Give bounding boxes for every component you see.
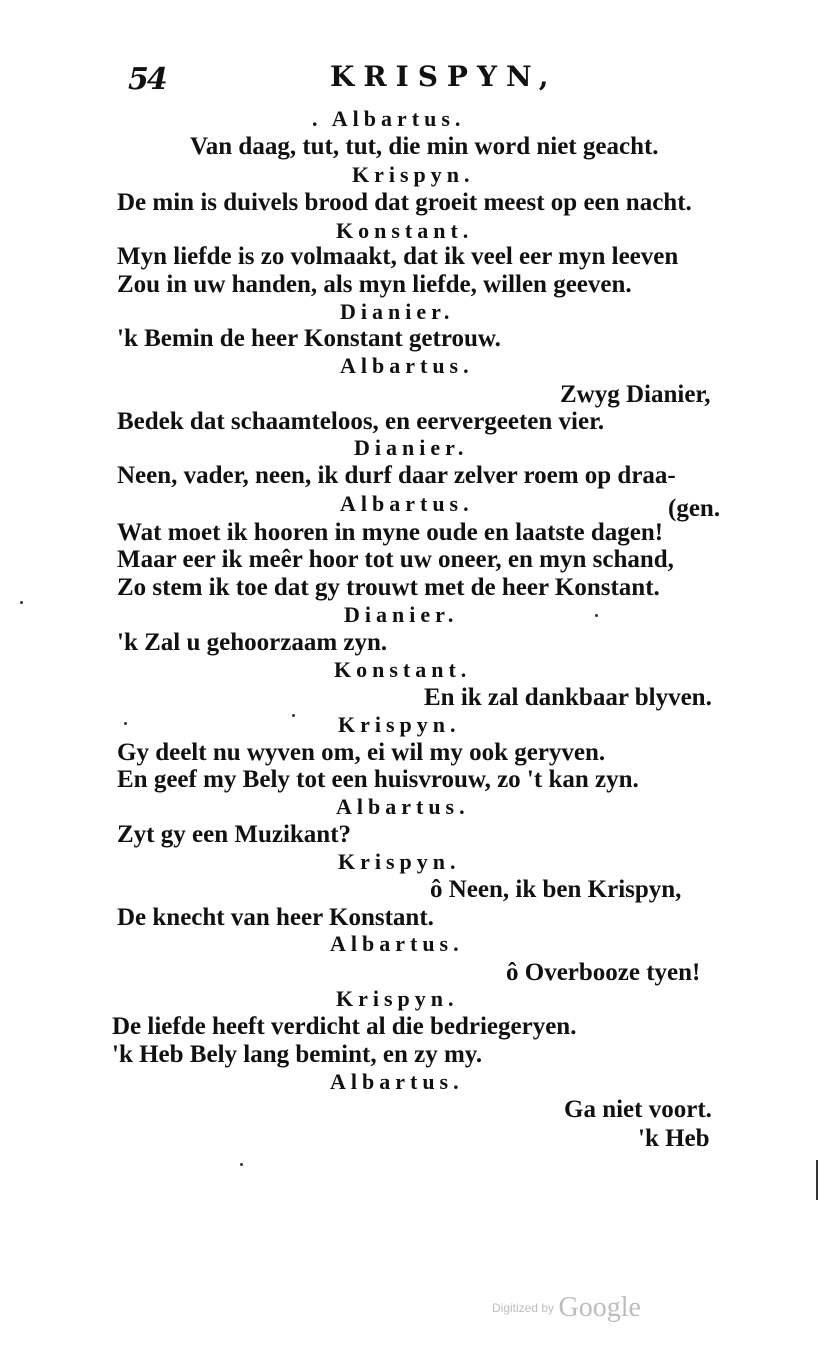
speaker-line: Krispyn. — [336, 986, 459, 1011]
verse-line: De knecht van heer Konstant. — [117, 904, 434, 931]
speaker-line: Albartus. — [330, 1069, 464, 1094]
running-title: KRISPYN, — [330, 60, 558, 93]
verse-line: Myn liefde is zo volmaakt, dat ik veel eer myn leeven — [117, 243, 679, 270]
catchword: 'k Heb — [638, 1125, 710, 1152]
verse-line: 'k Zal u gehoorzaam zyn. — [117, 629, 388, 656]
page-edge-mark — [816, 1160, 824, 1200]
verse-line: (gen. — [668, 495, 721, 522]
verse-line: 'k Heb Bely lang bemint, en zy my. — [112, 1041, 483, 1068]
ink-speck — [292, 714, 295, 717]
ink-speck — [20, 601, 23, 604]
verse-line: ô Overbooze tyen! — [506, 959, 701, 986]
speaker-line: Krispyn. — [338, 849, 461, 874]
speaker-line: . Albartus. — [312, 106, 466, 131]
page-number: 54 — [128, 62, 166, 97]
verse-line: De min is duivels brood dat groeit meest op een nacht. — [117, 189, 692, 216]
google-logo: Google — [558, 1292, 641, 1323]
verse-line: Bedek dat schaamteloos, en eervergeeten vier. — [117, 408, 605, 435]
verse-line: Zwyg Dianier, — [560, 381, 711, 408]
verse-line: En ik zal dankbaar blyven. — [424, 684, 712, 711]
verse-line: ô Neen, ik ben Krispyn, — [430, 876, 682, 903]
verse-line: Neen, vader, neen, ik durf daar zelver roem op draa- — [117, 462, 676, 489]
verse-line: Maar eer ik meêr hoor tot uw oneer, en myn schand, — [117, 546, 674, 573]
verse-line: De liefde heeft verdicht al die bedriegeryen. — [112, 1013, 577, 1040]
verse-line: 'k Bemin de heer Konstant getrouw. — [117, 325, 501, 352]
verse-line: Van daag, tut, tut, die min word niet geacht. — [190, 133, 659, 160]
speaker-line: Krispyn. — [352, 162, 475, 187]
speaker-line: Albartus. — [330, 931, 464, 956]
speaker-line: Albartus. — [340, 353, 474, 378]
verse-line: Gy deelt nu wyven om, ei wil my ook geryven. — [117, 739, 606, 766]
speaker-line: Konstant. — [334, 657, 472, 682]
verse-line: Wat moet ik hooren in myne oude en laatste dagen! — [117, 519, 664, 546]
verse-line: En geef my Bely tot een huisvrouw, zo 't kan zyn. — [117, 766, 639, 793]
watermark-prefix: Digitized by — [492, 1301, 555, 1315]
speaker-line: Krispyn. — [338, 712, 461, 737]
verse-line: Zou in uw handen, als myn liefde, willen geeven. — [117, 271, 632, 298]
ink-speck — [595, 614, 598, 617]
speaker-line: Konstant. — [336, 218, 474, 243]
speaker-line: Dianier. — [340, 299, 455, 324]
speaker-line: Dianier. — [354, 435, 469, 460]
verse-line: Zyt gy een Muzikant? — [117, 821, 352, 848]
verse-line: Zo stem ik toe dat gy trouwt met de heer Konstant. — [117, 574, 660, 601]
verse-line: Ga niet voort. — [564, 1096, 712, 1123]
ink-speck — [124, 722, 127, 725]
digitization-watermark — [492, 1292, 641, 1324]
ink-speck — [240, 1163, 243, 1166]
speaker-line: Albartus. — [336, 794, 470, 819]
speaker-line: Dianier. — [344, 602, 459, 627]
speaker-line: Albartus. — [340, 491, 474, 516]
